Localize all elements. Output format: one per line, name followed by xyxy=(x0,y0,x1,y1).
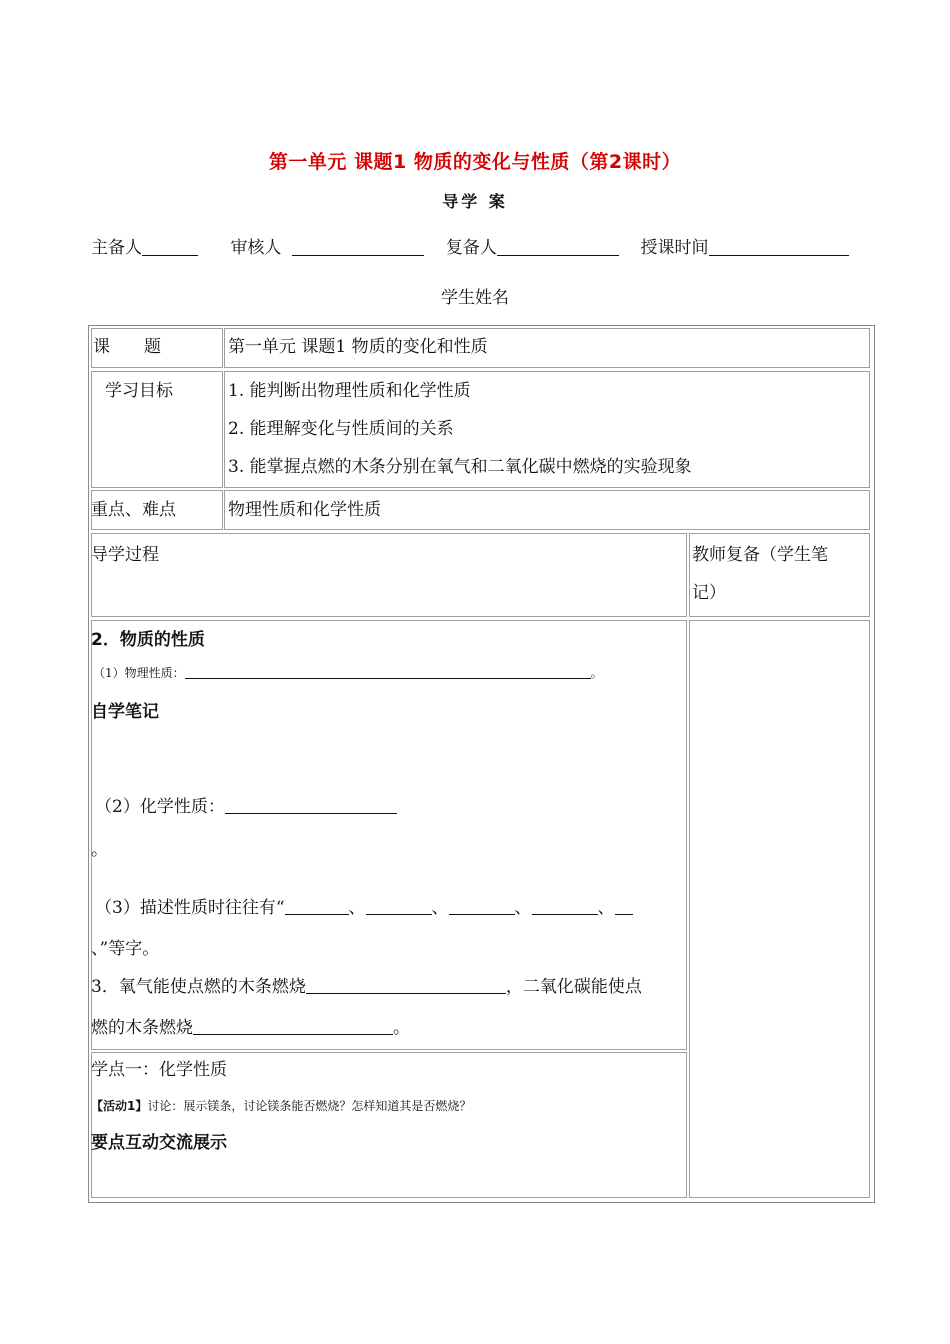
self-study-notes: 自学笔记 xyxy=(91,702,159,722)
describe-blank xyxy=(285,900,349,915)
preparer-line xyxy=(91,233,849,258)
section2-heading: 2．物质的性质 xyxy=(91,630,205,650)
section3-line1 xyxy=(91,972,642,997)
objective-item: 3. 能掌握点燃的木条分别在氧气和二氧化碳中燃烧的实验现象 xyxy=(228,457,692,477)
interaction-heading: 要点互动交流展示 xyxy=(91,1133,227,1153)
point1-heading: 学点一：化学性质 xyxy=(91,1060,227,1080)
physical-property-label: （1）物理性质： xyxy=(93,666,185,680)
re-preparer-blank xyxy=(497,237,619,256)
teacher-label-line2: 记） xyxy=(692,583,726,603)
document-subtitle: 导学 案 xyxy=(442,192,508,211)
separator: 、 xyxy=(514,898,532,918)
teacher-label-line1: 教师复备（学生笔 xyxy=(692,545,828,565)
topic-label: 课 题 xyxy=(93,337,161,357)
objectives-label: 学习目标 xyxy=(105,381,173,401)
describe-end: 、”等字。 xyxy=(91,939,160,959)
physical-property-line xyxy=(93,664,603,681)
document-title: 第一单元 课题1 物质的变化与性质（第2课时） xyxy=(268,151,682,173)
oxygen-result-blank xyxy=(306,979,506,994)
objective-item: 2. 能理解变化与性质间的关系 xyxy=(228,419,454,439)
separator: 、 xyxy=(348,898,366,918)
process-label-cell xyxy=(91,533,687,617)
activity1-text: 讨论：展示镁条，讨论镁条能否燃烧？怎样知道其是否燃烧？ xyxy=(147,1099,472,1113)
describe-line xyxy=(95,893,633,918)
re-preparer-label: 复备人 xyxy=(445,238,497,258)
section3-line2 xyxy=(91,1013,410,1038)
topic-value: 第一单元 课题1 物质的变化和性质 xyxy=(228,337,488,357)
describe-blank xyxy=(615,900,633,915)
keypoints-value: 物理性质和化学性质 xyxy=(228,500,381,520)
reviewer-blank xyxy=(292,237,424,256)
period: 。 xyxy=(91,840,108,860)
keypoints-label: 重点、难点 xyxy=(91,500,176,520)
describe-blank xyxy=(366,900,432,915)
objective-item: 1. 能判断出物理性质和化学性质 xyxy=(228,381,471,401)
student-name-label: 学生姓名 xyxy=(441,288,509,308)
describe-blank xyxy=(449,900,515,915)
separator: 、 xyxy=(431,898,449,918)
teacher-notes-cell xyxy=(689,620,870,1198)
activity1-line xyxy=(91,1097,471,1114)
preparer-blank xyxy=(142,237,198,256)
co2-result-blank xyxy=(193,1020,393,1035)
preparer-label: 主备人 xyxy=(91,238,142,258)
process-label: 导学过程 xyxy=(91,545,159,565)
activity1-tag: 【活动1】 xyxy=(91,1099,148,1113)
describe-blank xyxy=(532,900,598,915)
period: 。 xyxy=(590,666,603,680)
chemical-property-blank xyxy=(225,799,397,814)
teach-time-label: 授课时间 xyxy=(640,238,709,258)
chemical-property-label: （2）化学性质： xyxy=(95,797,225,817)
reviewer-label: 审核人 xyxy=(230,238,282,258)
chemical-property-line xyxy=(95,792,397,817)
section3-mid: ，二氧化碳能使点 xyxy=(505,977,642,997)
section3-line2-text: 燃的木条燃烧 xyxy=(91,1018,193,1038)
teach-time-blank xyxy=(709,237,849,256)
physical-property-blank xyxy=(185,664,591,679)
section3-prefix: 3．氧气能使点燃的木条燃烧 xyxy=(91,977,306,997)
separator: 、 xyxy=(597,898,615,918)
describe-prefix: （3）描述性质时往往有“ xyxy=(95,898,285,918)
period: 。 xyxy=(393,1018,410,1038)
